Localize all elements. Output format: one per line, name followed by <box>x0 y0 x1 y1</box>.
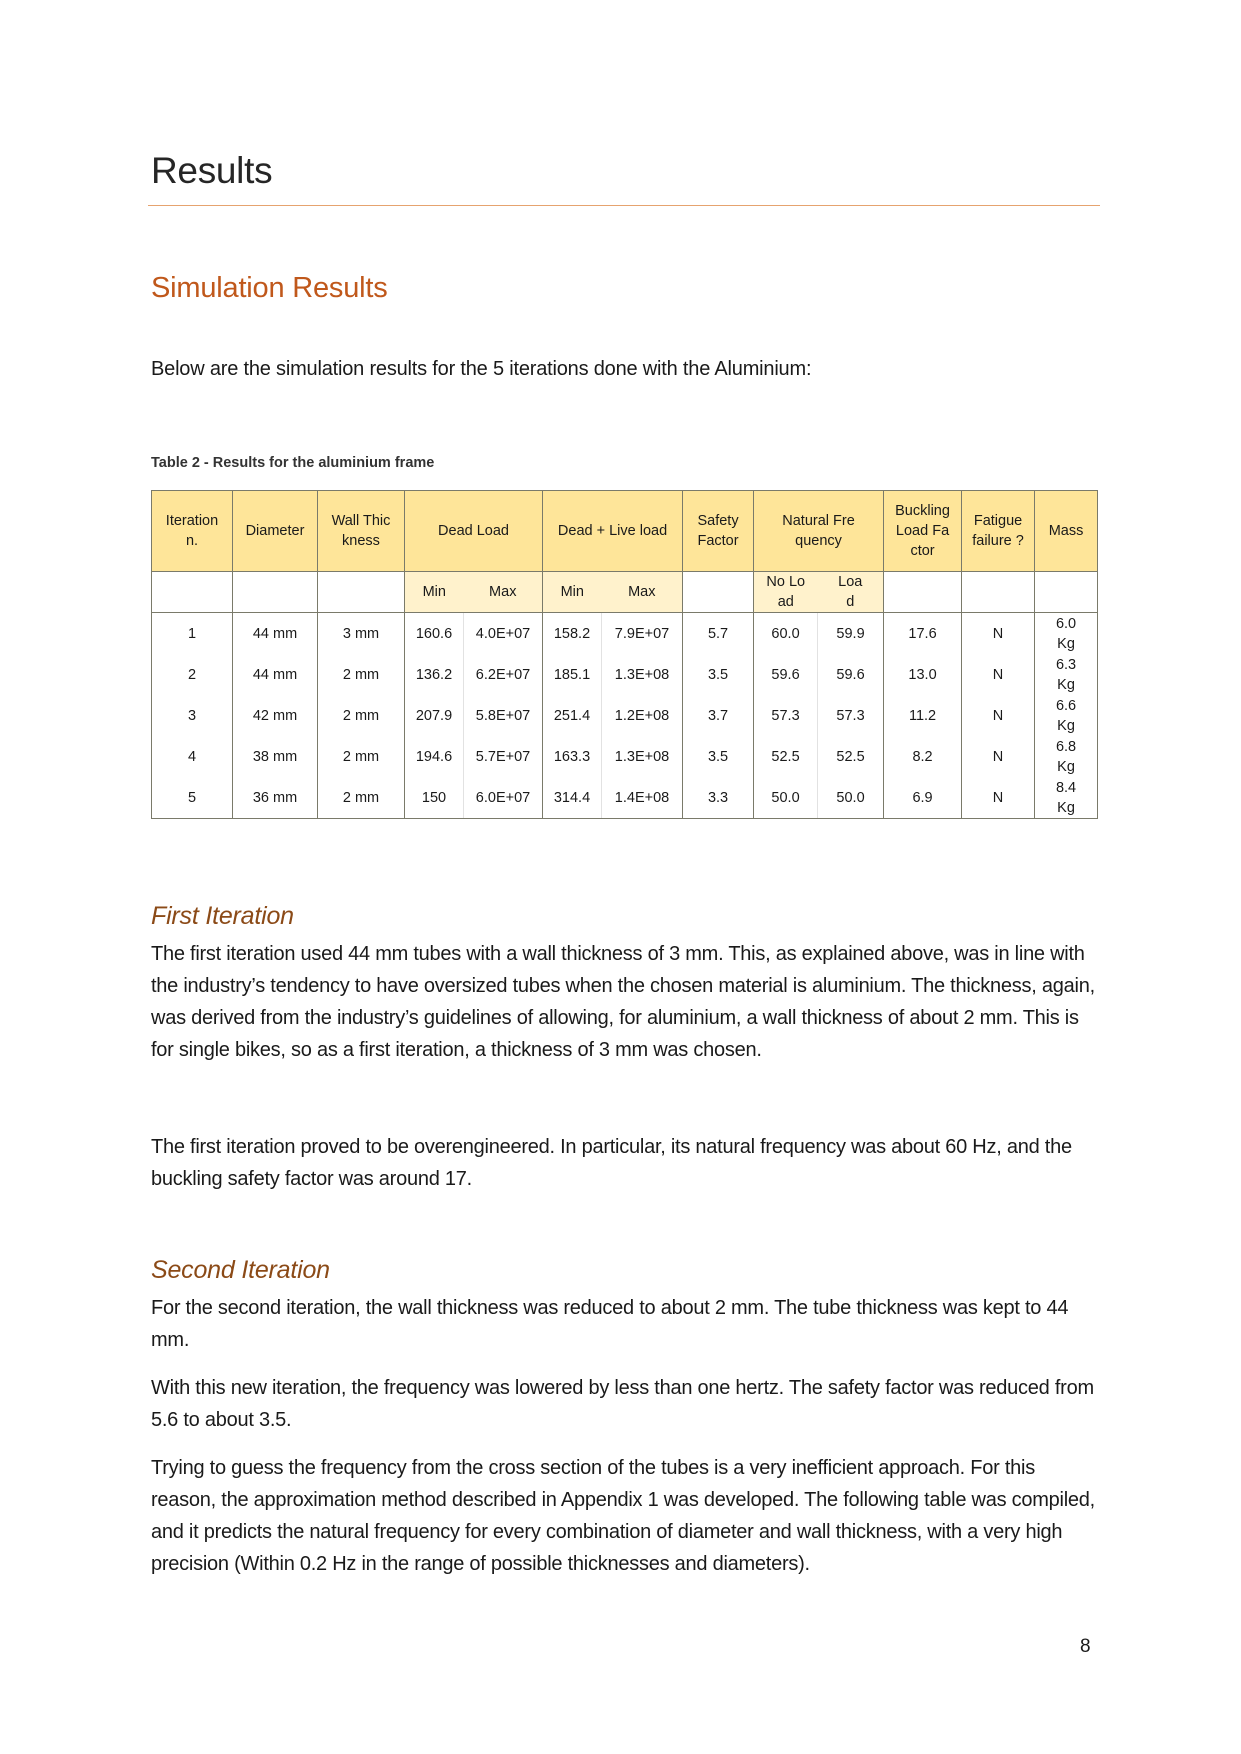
cell-wall: 2 mm <box>318 654 405 695</box>
cell-live-min: 158.2 <box>543 613 602 655</box>
subheader-live-max: Max <box>602 572 683 613</box>
cell-freq-no-load: 50.0 <box>754 777 818 819</box>
cell-live-min: 185.1 <box>543 654 602 695</box>
cell-mass: 8.4 Kg <box>1035 777 1098 819</box>
subheader-freq-no-load: No Load <box>754 572 818 613</box>
cell-fatigue: N <box>962 736 1035 777</box>
second-iteration-paragraph-1: For the second iteration, the wall thickness was reduced to about 2 mm. The tube thickness was kept to 44 mm. <box>151 1297 1069 1351</box>
intro-paragraph: Below are the simulation results for the 5 iterations done with the Aluminium: <box>151 358 812 380</box>
cell-dead-min: 150 <box>405 777 464 819</box>
header-dead-live-load: Dead + Live load <box>543 491 683 572</box>
cell-wall: 3 mm <box>318 613 405 655</box>
cell-freq-no-load: 59.6 <box>754 654 818 695</box>
cell-iteration: 5 <box>152 777 233 819</box>
cell-iteration: 1 <box>152 613 233 655</box>
cell-live-max: 1.3E+08 <box>602 736 683 777</box>
cell-safety: 3.5 <box>683 736 754 777</box>
cell-freq-no-load: 57.3 <box>754 695 818 736</box>
cell-dead-min: 194.6 <box>405 736 464 777</box>
subheader-live-min: Min <box>543 572 602 613</box>
header-iteration: Iteration n. <box>152 491 233 572</box>
cell-freq-load: 50.0 <box>818 777 884 819</box>
page-number: 8 <box>1080 1636 1091 1657</box>
cell-fatigue: N <box>962 654 1035 695</box>
cell-buckling: 11.2 <box>884 695 962 736</box>
cell-freq-load: 59.6 <box>818 654 884 695</box>
section-heading: Simulation Results <box>151 272 388 304</box>
cell-buckling: 13.0 <box>884 654 962 695</box>
subheader-blank <box>1035 572 1098 613</box>
table-row <box>152 695 1098 736</box>
cell-dead-min: 160.6 <box>405 613 464 655</box>
cell-fatigue: N <box>962 695 1035 736</box>
cell-live-max: 1.3E+08 <box>602 654 683 695</box>
cell-live-min: 163.3 <box>543 736 602 777</box>
header-mass: Mass <box>1035 491 1098 572</box>
cell-freq-load: 52.5 <box>818 736 884 777</box>
table-row <box>152 736 1098 777</box>
first-iteration-heading: First Iteration <box>151 902 294 930</box>
cell-dead-max: 6.2E+07 <box>464 654 543 695</box>
second-iteration-paragraph-3: Trying to guess the frequency from the cross section of the tubes is a very inefficient approach. For this reason, the approximation method described in Appendix 1 was developed. The following table was compiled, and it predicts the natural frequency for every combination of diameter and wall thickness, with a very high precision (Within 0.2 Hz in the range of possible thicknesses and diameters). <box>151 1457 1095 1575</box>
cell-live-min: 251.4 <box>543 695 602 736</box>
cell-freq-no-load: 52.5 <box>754 736 818 777</box>
cell-mass: 6.0 Kg <box>1035 613 1098 655</box>
cell-dead-max: 5.8E+07 <box>464 695 543 736</box>
first-iteration-paragraph-1: The first iteration used 44 mm tubes with a wall thickness of 3 mm. This, as explained above, was in line with the industry’s tendency to have oversized tubes when the chosen material is aluminium. The thickness, again, was derived from the industry’s guidelines of allowing, for aluminium, a wall thickness of about 2 mm. This is for single bikes, so as a first iteration, a thickness of 3 mm was chosen. <box>151 943 1095 1061</box>
cell-wall: 2 mm <box>318 777 405 819</box>
cell-fatigue: N <box>962 613 1035 655</box>
cell-iteration: 2 <box>152 654 233 695</box>
cell-buckling: 8.2 <box>884 736 962 777</box>
cell-live-max: 1.4E+08 <box>602 777 683 819</box>
cell-iteration: 4 <box>152 736 233 777</box>
header-buckling-load-factor: Buckling Load Factor <box>884 491 962 572</box>
second-iteration-heading: Second Iteration <box>151 1256 330 1284</box>
cell-buckling: 17.6 <box>884 613 962 655</box>
cell-diameter: 38 mm <box>233 736 318 777</box>
header-safety-factor: Safety Factor <box>683 491 754 572</box>
subheader-blank <box>318 572 405 613</box>
cell-safety: 3.5 <box>683 654 754 695</box>
cell-live-max: 1.2E+08 <box>602 695 683 736</box>
cell-dead-min: 136.2 <box>405 654 464 695</box>
cell-mass: 6.8 Kg <box>1035 736 1098 777</box>
subheader-freq-load: Load <box>818 572 884 613</box>
table-caption: Table 2 - Results for the aluminium frame <box>151 455 435 471</box>
table-row <box>152 654 1098 695</box>
subheader-blank <box>962 572 1035 613</box>
subheader-dead-min: Min <box>405 572 464 613</box>
cell-mass: 6.3 Kg <box>1035 654 1098 695</box>
cell-freq-no-load: 60.0 <box>754 613 818 655</box>
header-diameter: Diameter <box>233 491 318 572</box>
table-row <box>152 613 1098 655</box>
cell-dead-max: 6.0E+07 <box>464 777 543 819</box>
page-heading: Results <box>151 150 273 191</box>
subheader-blank <box>884 572 962 613</box>
subheader-blank <box>683 572 754 613</box>
cell-live-min: 314.4 <box>543 777 602 819</box>
table-row <box>152 777 1098 819</box>
header-dead-load: Dead Load <box>405 491 543 572</box>
heading-divider <box>148 205 1100 206</box>
cell-freq-load: 59.9 <box>818 613 884 655</box>
cell-safety: 3.3 <box>683 777 754 819</box>
cell-fatigue: N <box>962 777 1035 819</box>
cell-diameter: 44 mm <box>233 613 318 655</box>
cell-iteration: 3 <box>152 695 233 736</box>
table-subheader-row <box>152 572 1098 613</box>
header-fatigue-failure: Fatigue failure ? <box>962 491 1035 572</box>
cell-safety: 5.7 <box>683 613 754 655</box>
cell-wall: 2 mm <box>318 736 405 777</box>
cell-diameter: 44 mm <box>233 654 318 695</box>
header-natural-frequency: Natural Frequency <box>754 491 884 572</box>
cell-diameter: 36 mm <box>233 777 318 819</box>
subheader-blank <box>152 572 233 613</box>
cell-safety: 3.7 <box>683 695 754 736</box>
results-table <box>151 490 1098 819</box>
cell-dead-max: 5.7E+07 <box>464 736 543 777</box>
cell-mass: 6.6 Kg <box>1035 695 1098 736</box>
cell-freq-load: 57.3 <box>818 695 884 736</box>
cell-dead-min: 207.9 <box>405 695 464 736</box>
cell-wall: 2 mm <box>318 695 405 736</box>
subheader-blank <box>233 572 318 613</box>
first-iteration-paragraph-2: The first iteration proved to be overengineered. In particular, its natural frequency was about 60 Hz, and the buckling safety factor was around 17. <box>151 1136 1072 1190</box>
subheader-dead-max: Max <box>464 572 543 613</box>
cell-live-max: 7.9E+07 <box>602 613 683 655</box>
cell-diameter: 42 mm <box>233 695 318 736</box>
second-iteration-paragraph-2: With this new iteration, the frequency was lowered by less than one hertz. The safety factor was reduced from 5.6 to about 3.5. <box>151 1377 1094 1431</box>
table-header-row <box>152 491 1098 572</box>
header-wall-thickness: Wall Thickness <box>318 491 405 572</box>
cell-buckling: 6.9 <box>884 777 962 819</box>
cell-dead-max: 4.0E+07 <box>464 613 543 655</box>
